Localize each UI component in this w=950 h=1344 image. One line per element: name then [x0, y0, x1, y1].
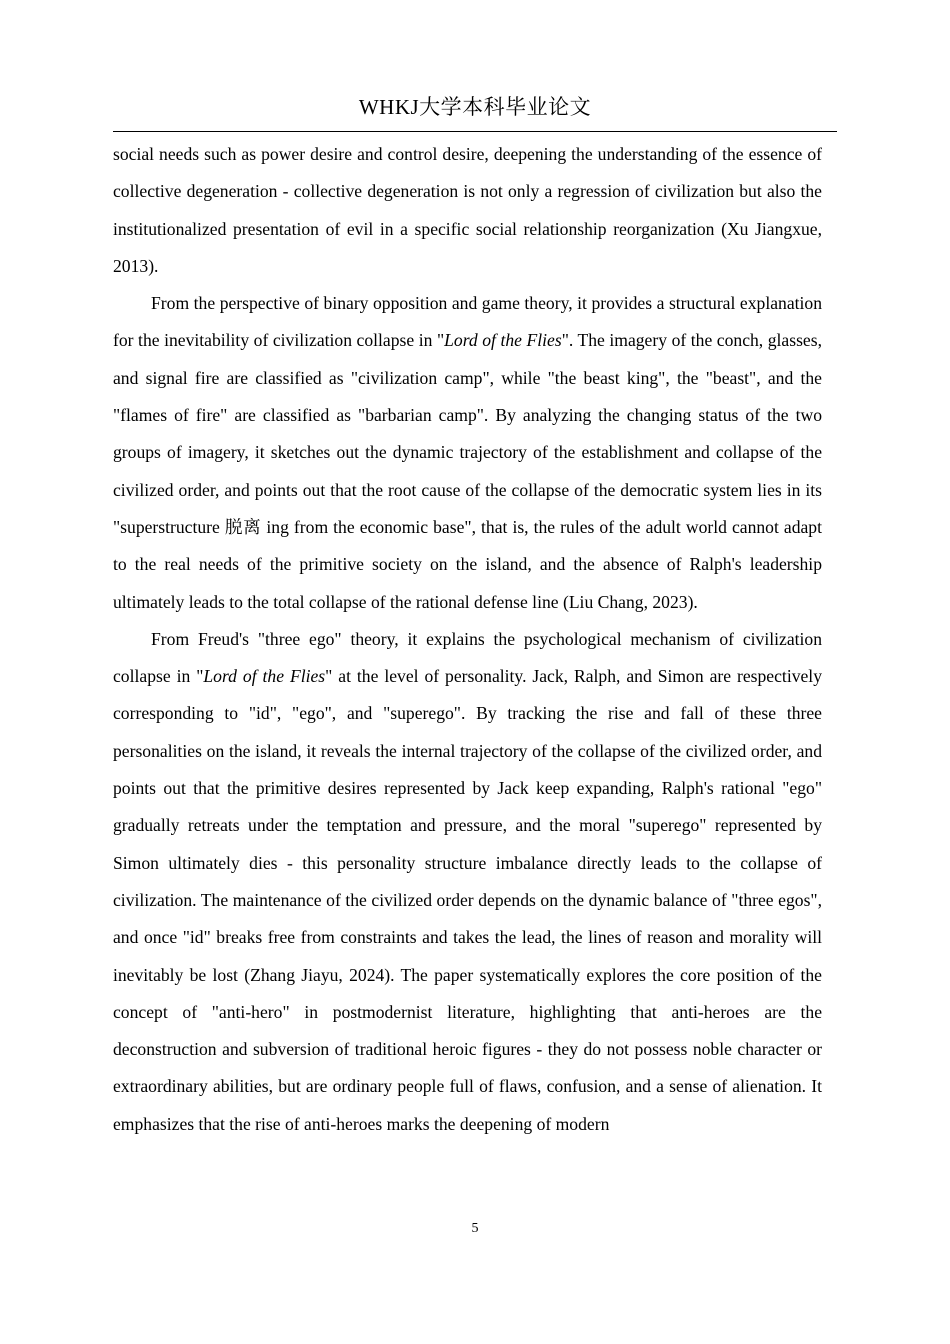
- book-title-italic: Lord of the Flies: [203, 666, 326, 687]
- paragraph-3-text-start: From Freud's "three ego" theory, it explains the psychological mechanism of civilization collapse in ": [113, 628, 822, 687]
- paragraph-3-text-end: " at the level of personality. Jack, Ralph, and Simon are respectively corresponding to "id", "ego", and "superego". By tracking the rise and fall of these three personalities on the island, it reveals the internal trajectory of the collapse of the civilized order, and points out that the primitive desires represented by Jack keep expanding, Ralph's rational "ego" gradually retreats under the temptation and pressure, and the moral "superego" represented by Simon ultimately dies - this personality structure imbalance directly leads to the collapse of civilization. The maintenance of the civilized order depends on the dynamic balance of "three egos", and once "id" breaks free from constraints and takes the lead, the lines of reason and morality will inevitably be lost (Zhang Jiayu, 2024). The paper systematically explores the core position of the concept of "anti-hero" in postmodernist literature, highlighting that anti-heroes are the deconstruction and subversion of traditional heroic figures - they do not possess noble character or extraordinary abilities, but are ordinary people full of flaws, confusion, and a sense of alienation. It emphasizes that the rise of anti-heroes marks the deepening of modern: [113, 666, 822, 1134]
- paragraph-1: [113, 136, 822, 285]
- paragraph-2-text-end: ". The imagery of the conch, glasses, and signal fire are classified as "civilization camp", while "the beast king", the "beast", and the "flames of fire" are classified as "barbarian camp". By analyzing the changing status of the two groups of imagery, it sketches out the dynamic trajectory of the establishment and collapse of the civilized order, and points out that the root cause of the collapse of the democratic system lies in its "superstructure 脱离 ing from the economic base", that is, the rules of the adult world cannot adapt to the real needs of the primitive society on the island, and the absence of Ralph's leadership ultimately leads to the total collapse of the rational defense line (Liu Chang, 2023).: [113, 330, 822, 612]
- paragraph-2-text-start: From the perspective of binary opposition and game theory, it provides a structural explanation for the inevitability of civilization collapse in ": [113, 293, 822, 351]
- page-header-title: WHKJ大学本科毕业论文: [358, 95, 592, 119]
- book-title-italic: Lord of the Flies: [444, 330, 562, 351]
- paragraph-2: [113, 285, 822, 621]
- header-divider: [113, 131, 837, 132]
- paragraph-1-text: social needs such as power desire and control desire, deepening the understanding of the essence of collective degeneration - collective degeneration is not only a regression of civilization but also the institutionalized presentation of evil in a specific social relationship reorganization (Xu Jiangxue, 2013).: [113, 144, 822, 276]
- page-number: 5: [471, 1221, 479, 1236]
- paragraph-3: [113, 621, 822, 1143]
- body-text: [113, 136, 822, 1143]
